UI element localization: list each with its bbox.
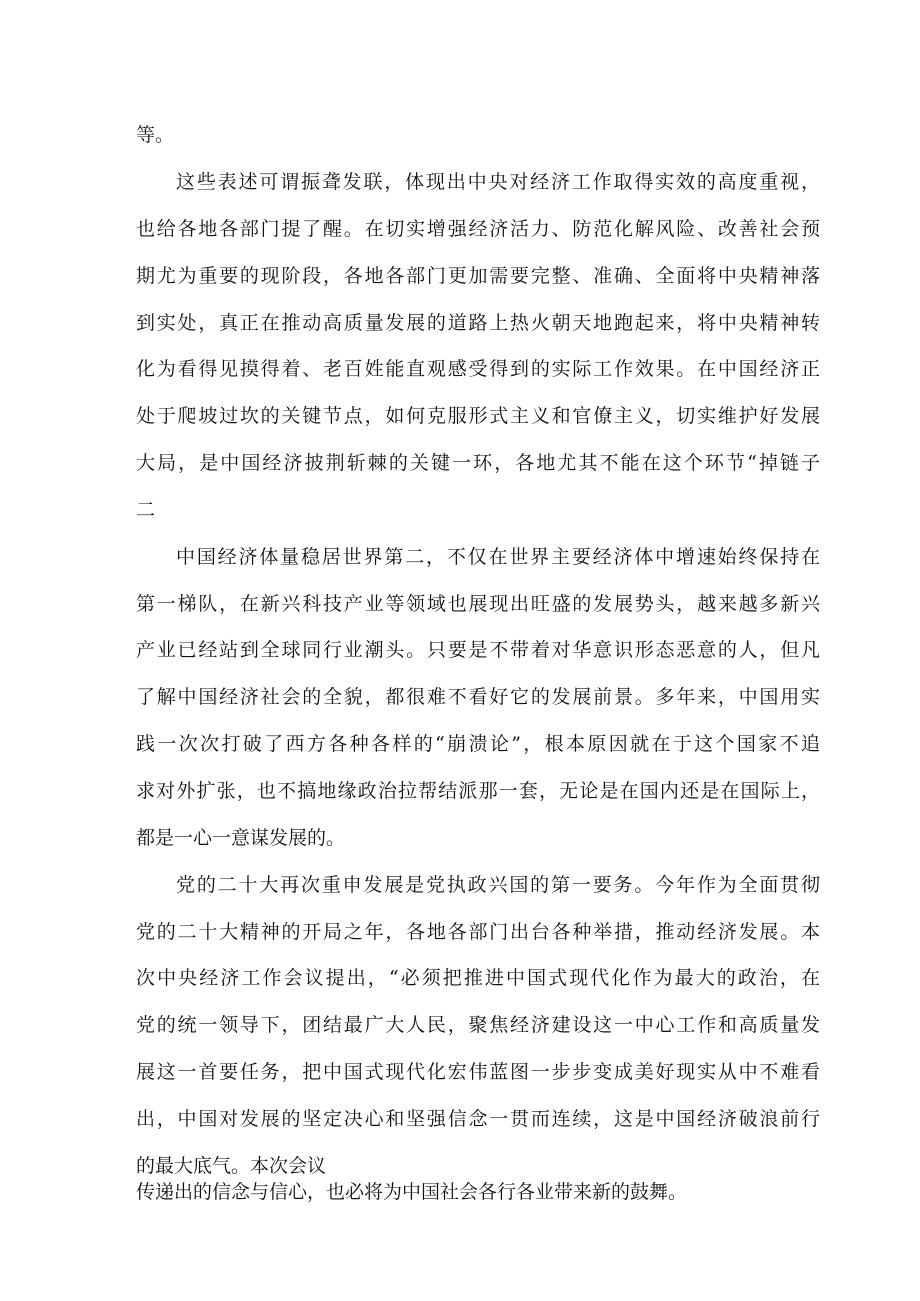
text-line: 了解中国经济社会的全貌，都很难不看好它的发展前景。多年来，中国用实 [136, 686, 820, 708]
text-line: 次中央经济工作会议提出，“必须把推进中国式现代化作为最大的政治，在 [136, 967, 820, 989]
text-line: 中国经济体量稳居世界第二，不仅在世界主要经济体中增速始终保持在 [176, 546, 820, 568]
text-line: 等。 [136, 124, 175, 146]
text-line: 到实处，真正在推动高质量发展的道路上热火朝天地跑起来，将中央精神转 [136, 312, 820, 334]
text-line: 处于爬坡过坎的关键节点，如何克服形式主义和官僚主义，切实维护好发展 [136, 405, 820, 427]
text-line: 产业已经站到全球同行业潮头。只要是不带着对华意识形态恶意的人，但凡 [136, 639, 820, 661]
text-line: 党的统一领导下，团结最广大人民，聚焦经济建设这一中心工作和高质量发 [136, 1014, 820, 1036]
text-line: 第一梯队，在新兴科技产业等领域也展现出旺盛的发展势头，越来越多新兴 [136, 593, 820, 615]
text-line: 也给各地各部门提了醒。在切实增强经济活力、防范化解风险、改善社会预 [136, 218, 820, 240]
text-line: 传递出的信念与信心，也必将为中国社会各行各业带来新的鼓舞。 [136, 1181, 688, 1203]
text-line: 这些表述可谓振聋发联，体现出中央对经济工作取得实效的高度重视， [176, 171, 820, 193]
text-line: 的最大底气。本次会议 [136, 1155, 327, 1177]
text-line: 党的二十大精神的开局之年，各地各部门出台各种举措，推动经济发展。本 [136, 921, 820, 943]
text-line: 党的二十大再次重申发展是党执政兴国的第一要务。今年作为全面贯彻 [176, 874, 820, 896]
text-line: 求对外扩张，也不搞地缘政治拉帮结派那一套，无论是在国内还是在国际上， [136, 780, 820, 802]
text-line: 出，中国对发展的坚定决心和坚强信念一贯而连续，这是中国经济破浪前行 [136, 1108, 820, 1130]
text-line: 都是一心一意谋发展的。 [136, 827, 346, 849]
text-line: 二 [136, 499, 156, 521]
text-line: 期尤为重要的现阶段，各地各部门更加需要完整、准确、全面将中央精神落 [136, 265, 820, 287]
text-line: 践一次次打破了西方各种各样的“崩溃论”，根本原因就在于这个国家不追 [136, 733, 820, 755]
text-line: 化为看得见摸得着、老百姓能直观感受得到的实际工作效果。在中国经济正 [136, 358, 820, 380]
text-line: 展这一首要任务，把中国式现代化宏伟蓝图一步步变成美好现实从中不难看 [136, 1061, 820, 1083]
text-line: 大局，是中国经济披荆斩棘的关键一环，各地尤其不能在这个环节“掉链子 [136, 452, 820, 474]
